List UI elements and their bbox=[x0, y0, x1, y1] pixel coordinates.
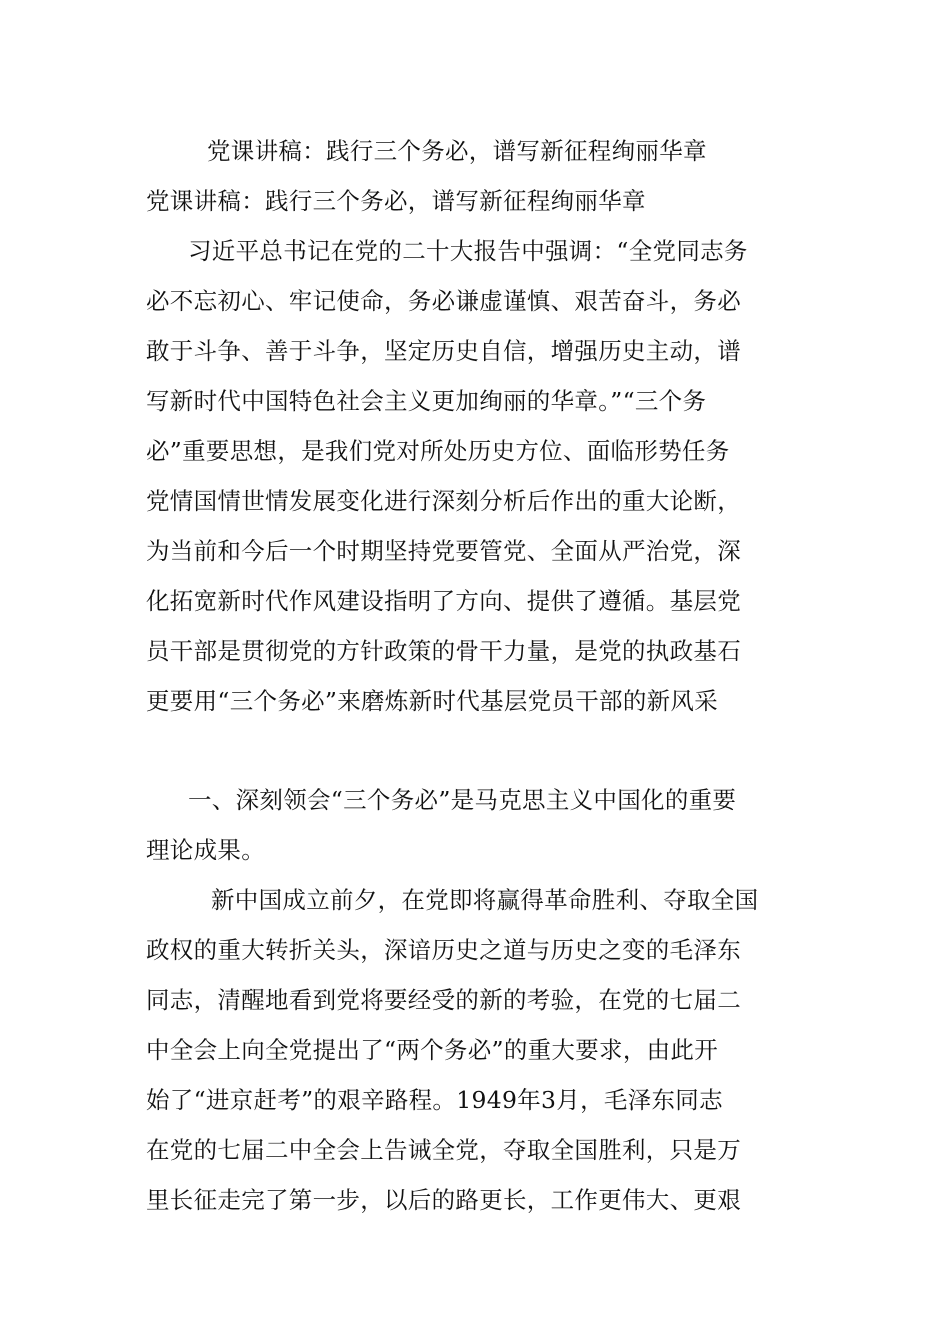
paragraph-line: 必”重要思想，是我们党对所处历史方位、面临形势任务 bbox=[146, 437, 730, 465]
paragraph-line: 敢于斗争、善于斗争，坚定历史自信，增强历史主动，谱 bbox=[146, 337, 741, 365]
section-heading: 一、深刻领会“三个务必”是马克思主义中国化的重要 bbox=[188, 786, 737, 814]
document-title-repeat: 党课讲稿：践行三个务必，谱写新征程绚丽华章 bbox=[146, 187, 646, 215]
document-title: 党课讲稿：践行三个务必，谱写新征程绚丽华章 bbox=[207, 137, 707, 165]
paragraph-line: 在党的七届二中全会上告诫全党，夺取全国胜利，只是万 bbox=[146, 1136, 741, 1164]
paragraph-line: 政权的重大转折关头，深谙历史之道与历史之变的毛泽东 bbox=[146, 936, 741, 964]
paragraph-line: 同志，清醒地看到党将要经受的新的考验，在党的七届二 bbox=[146, 986, 741, 1014]
paragraph-line: 习近平总书记在党的二十大报告中强调：“全党同志务 bbox=[188, 237, 748, 265]
paragraph-line: 化拓宽新时代作风建设指明了方向、提供了遵循。基层党 bbox=[146, 587, 741, 615]
paragraph-line: 为当前和今后一个时期坚持党要管党、全面从严治党，深 bbox=[146, 537, 741, 565]
paragraph-line: 写新时代中国特色社会主义更加绚丽的华章。”“三个务 bbox=[146, 387, 707, 415]
paragraph-line: 党情国情世情发展变化进行深刻分析后作出的重大论断， bbox=[146, 487, 741, 515]
paragraph-line: 员干部是贯彻党的方针政策的骨干力量，是党的执政基石 bbox=[146, 637, 741, 665]
paragraph-line: 始了“进京赶考”的艰辛路程。1949年3月，毛泽东同志 bbox=[146, 1086, 723, 1114]
paragraph-line: 中全会上向全党提出了“两个务必”的重大要求，由此开 bbox=[146, 1036, 719, 1064]
paragraph-line: 必不忘初心、牢记使命，务必谦虚谨慎、艰苦奋斗，务必 bbox=[146, 287, 741, 315]
section-heading-continued: 理论成果。 bbox=[146, 836, 265, 864]
paragraph-line: 新中国成立前夕，在党即将赢得革命胜利、夺取全国 bbox=[211, 886, 759, 914]
paragraph-line: 里长征走完了第一步，以后的路更长，工作更伟大、更艰 bbox=[146, 1186, 741, 1214]
paragraph-line: 更要用“三个务必”来磨炼新时代基层党员干部的新风采 bbox=[146, 687, 719, 715]
